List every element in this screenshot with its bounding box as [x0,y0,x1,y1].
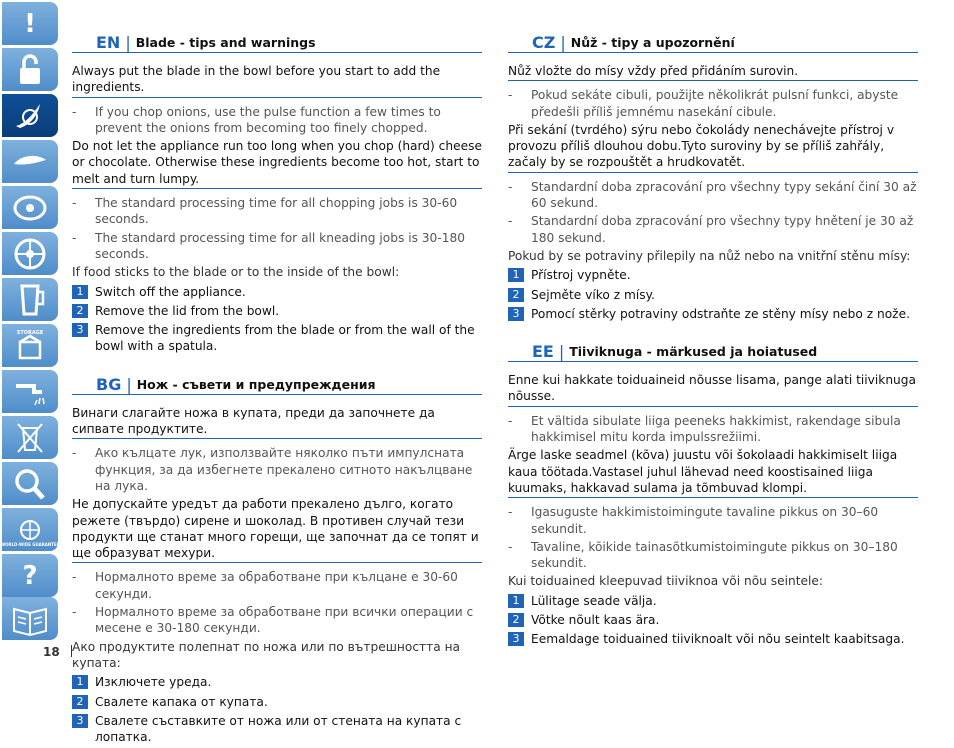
language-code: BG [96,374,122,394]
tip-item: - Pokud sekáte cibuli, použijte několikrát pulsní funkci, abyste předešli příliš jemnému nasekání cibule. [508,88,899,119]
tip-item: - If you chop onions, use the pulse function a few times to prevent the onions from becoming too finely chopped. [72,104,441,135]
tip-item: - Ако кълцате лук, използвайте няколко пъти импулсната функция, за да избегнете прекалено ситното накълцване на лука. [72,446,473,493]
crossed-bin-icon[interactable] [2,416,58,459]
step-item: 3 Свалете съставките от ножа или от стената на купата с лопатка. [72,713,482,746]
section-title: Nůž - tipy a upozornění [570,35,735,50]
intro-text: Kui toiduained kleepuvad tiiviknoa või nõu seintele: [508,574,823,589]
step-item: 3 Eemaldage toiduained tiiviknoalt või nõu seintelt kaabitsaga. [508,631,918,647]
lock-icon[interactable] [2,48,58,91]
faucet-icon[interactable] [2,370,58,413]
step-item: 3 Remove the ingredients from the blade or from the wall of the bowl with a spatula. [72,322,482,355]
step-item: 2 Sejměte víko z mísy. [508,287,918,303]
warning-text: Do not let the appliance run too long when you chop (hard) cheese or chocolate. Otherwise these ingredients become too hot, start to melt and turn lumpy. [72,138,482,189]
section-header-ee: EE | Tiiviknuga - märkused ja hoiatused [508,339,918,362]
warning-text: Винаги слагайте ножа в купата, преди да започнете да сипвате продуктите. [72,405,482,440]
tip-item: - Нормалното време за обработване при кълцане е 30-60 секунди. [72,570,458,601]
question-icon[interactable]: ? [2,554,58,597]
language-code: CZ [532,33,556,52]
warning-text: Always put the blade in the bowl before you start to add the ingredients. [72,63,482,98]
tip-item: - Tavaline, kõikide tainasõtkumistoimingute pikkus on 30–180 sekundit. [508,539,898,571]
exclamation-icon[interactable]: ! [2,2,58,45]
intro-text: If food sticks to the blade or to the inside of the bowl: [72,265,400,280]
book-icon[interactable] [2,597,58,640]
warning-text: Ärge laske seadmel (kõva) juustu või šokolaadi hakkimiselt liiga kaua töötada.Vastasel juhul lähevad need koostisained liiga kuumaks, hakkavad sulama ja tõmbuvad klompi. [508,447,918,498]
whisk-blade-icon[interactable] [2,140,58,183]
section-title: Blade - tips and warnings [135,35,316,50]
warning-text: Не допускайте уредът да работи прекалено дълго, когато режете (твърдо) сирене и шоколад. В противен случай тези продукти ще станат много горещи, ще започнат да се топят и ще образуват мехури. [72,496,482,563]
tip-item: - The standard processing time for all chopping jobs is 30-60 seconds. [72,196,458,227]
blade-icon[interactable] [2,94,58,137]
step-item: 2 Remove the lid from the bowl. [72,303,482,319]
magnifier-icon[interactable] [2,462,58,505]
globe-icon[interactable] [2,508,58,551]
warning-text: Nůž vložte do mísy vždy před přidáním surovin. [508,63,918,81]
tip-item: - Нормалното време за обработване при всички операции с месене е 30-180 секунди. [72,605,474,636]
step-item: 3 Pomocí stěrky potraviny odstraňte ze stěny mísy nebo z nože. [508,306,918,322]
step-item: 1 Изключете уреда. [72,674,482,690]
tip-item: - The standard processing time for all kneading jobs is 30-180 seconds. [72,230,465,261]
tip-item: - Standardní doba zpracování pro všechny typy sekání činí 30 až 60 sekund. [508,179,917,211]
step-item: 2 Võtke nõult kaas ära. [508,612,918,628]
language-code: EE [532,342,554,362]
warning-text: Enne kui hakkate toiduaineid nõusse lisama, pange alati tiiviknuga nõusse. [508,372,918,407]
left-column [72,30,482,748]
intro-text: Pokud by se potraviny přilepily na nůž nebo na vnitřní stěnu mísy: [508,248,911,263]
sidebar-tabs [0,0,60,640]
section-header-cz: CZ | Nůž - tipy a upozornění [508,30,918,53]
right-column [508,30,918,651]
page-number: 18 [43,645,60,659]
language-code: EN [96,33,121,52]
storage-box-icon[interactable] [2,324,58,367]
section-title: Tiiviknuga - märkused ja hoiatused [569,344,818,360]
page-number-divider [71,645,72,657]
svg-text:WORLD-WIDE GUARANTEE: WORLD-WIDE GUARANTEE [0,541,60,547]
warning-text: Při sekání (tvrdého) sýru nebo čokolády nenechávejte přístroj v provozu příliš dlouhou dobu.Tyto suroviny by se příliš zahřály, začaly by se rozpouštět a hrudkovatět. [508,122,918,173]
tip-item: - Et vältida sibulate liiga peeneks hakkimist, rakendage sibula hakkimisel mitu korda impulssrežiimi. [508,413,901,445]
section-title: Нож - съвети и предупреждения [136,376,376,392]
disc-icon[interactable] [2,232,58,275]
intro-text: Ако продуктите полепнат по ножа или по вътрешността на купата: [72,639,461,670]
tip-item: - Igasuguste hakkimistoimingute tavaline pikkus on 30–60 sekundit. [508,505,879,536]
tip-item: - Standardní doba zpracování pro všechny typy hnětení je 30 až 180 sekund. [508,214,914,245]
section-header-bg: BG | Нож - съвети и предупреждения [72,372,482,395]
step-item: 2 Свалете капака от купата. [72,694,482,710]
jug-icon[interactable] [2,278,58,321]
step-item: 1 Switch off the appliance. [72,284,482,300]
section-header-en: EN | Blade - tips and warnings [72,30,482,53]
step-item: 1 Lülitage seade välja. [508,593,918,609]
egg-beater-icon[interactable] [2,186,58,229]
step-item: 1 Přístroj vypněte. [508,267,918,283]
svg-text:STORAGE: STORAGE [16,329,44,336]
